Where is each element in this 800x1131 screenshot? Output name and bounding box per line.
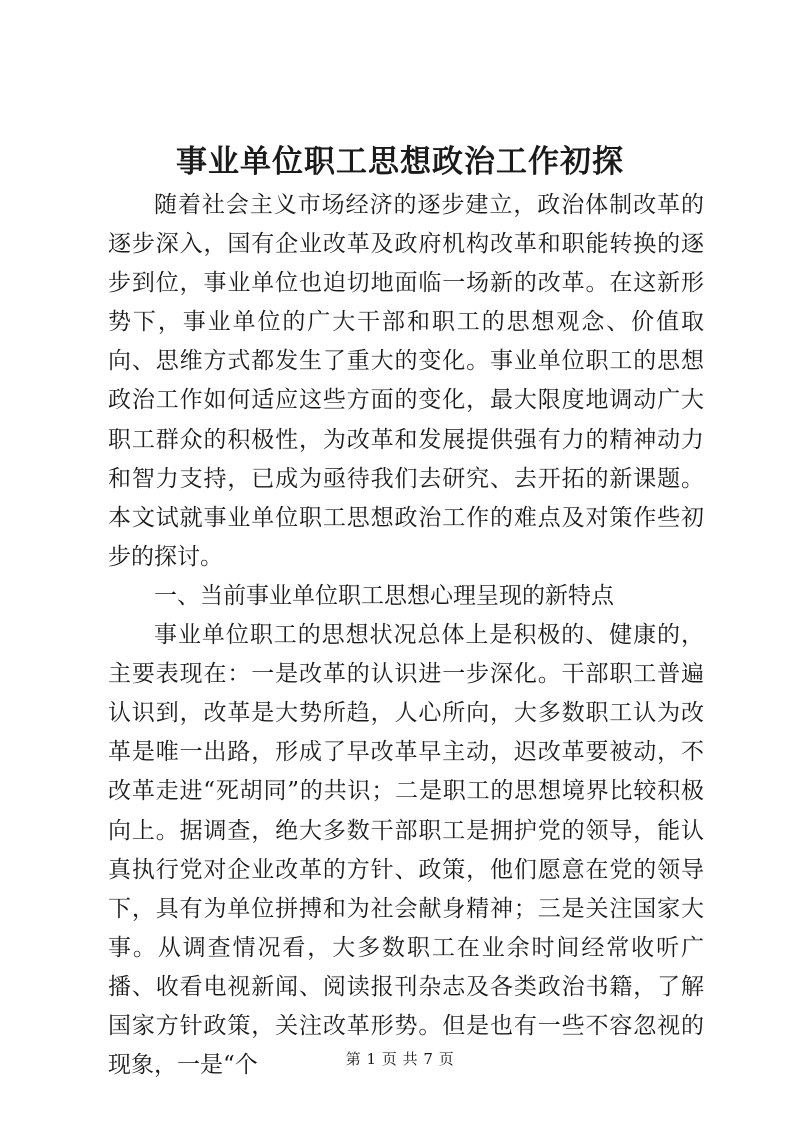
document-body	[108, 186, 704, 1085]
page-footer: 第 1 页 共 7 页	[345, 1050, 455, 1068]
paragraph-intro: 随着社会主义市场经济的逐步建立，政治体制改革的逐步深入，国有企业改革及政府机构改革和职能转换的逐步到位，事业单位也迫切地面临一场新的改革。在这新形势下，事业单位的广大干部和职工的思想观念、价值取向、思维方式都发生了重大的变化。事业单位职工的思想政治工作如何适应这些方面的变化，最大限度地调动广大职工群众的积极性，为改革和发展提供强有力的精神动力和智力支持，已成为亟待我们去研究、去开拓的新课题。本文试就事业单位职工思想政治工作的难点及对策作些初步的探讨。	[108, 192, 704, 570]
document-title: 事业单位职工思想政治工作初探	[176, 144, 624, 180]
section-heading: 一、当前事业单位职工思想心理呈现的新特点	[154, 582, 614, 609]
paragraph-section-1: 事业单位职工的思想状况总体上是积极的、健康的，主要表现在：一是改革的认识进一步深化。干部职工普遍认识到，改革是大势所趋，人心所向，大多数职工认为改革是唯一出路，形成了早改革早主动，迟改革要被动，不改革走进“死胡同”的共识；二是职工的思想境界比较积极向上。据调查，绝大多数干部职工是拥护党的领导，能认真执行党对企业改革的方针、政策，他们愿意在党的领导下，具有为单位拼搏和为社会献身精神；三是关注国家大事。从调查情况看，大多数职工在业余时间经常收听广播、收看电视新闻、阅读报刊杂志及各类政治书籍，了解国家方针政策，关注改革形势。但是也有一些不容忽视的现象，一是“个	[108, 622, 704, 1079]
